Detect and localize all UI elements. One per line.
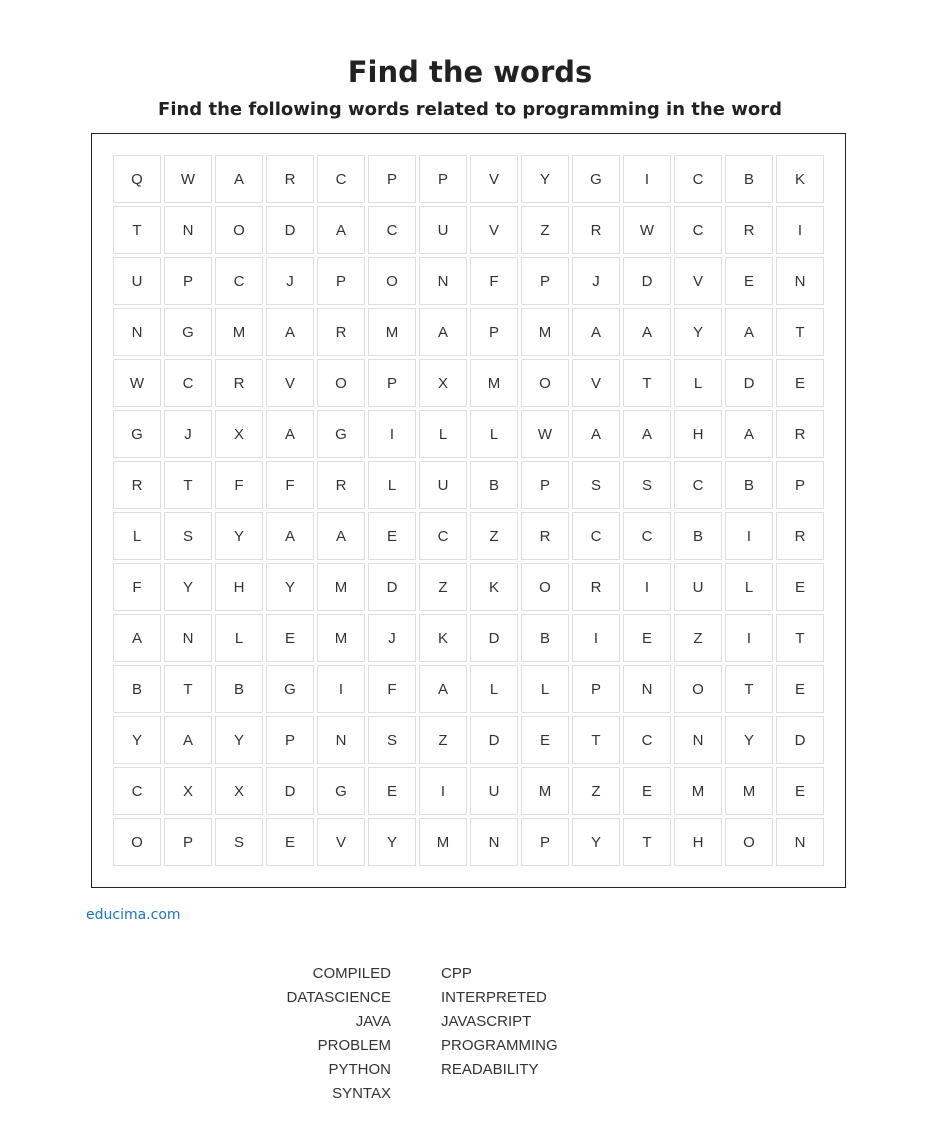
grid-cell[interactable]: A	[266, 410, 314, 458]
grid-cell[interactable]: F	[266, 461, 314, 509]
grid-cell[interactable]: E	[776, 665, 824, 713]
grid-cell[interactable]: O	[674, 665, 722, 713]
grid-cell[interactable]: I	[725, 512, 773, 560]
word-list-item: COMPILED	[312, 965, 391, 982]
grid-cell[interactable]: T	[572, 716, 620, 764]
grid-cell[interactable]: D	[725, 359, 773, 407]
grid-cell[interactable]: R	[521, 512, 569, 560]
grid-cell[interactable]: Y	[368, 818, 416, 866]
word-list-item: PROBLEM	[317, 1037, 391, 1054]
grid-cell[interactable]: F	[368, 665, 416, 713]
grid-cell[interactable]: S	[164, 512, 212, 560]
grid-cell[interactable]: A	[725, 410, 773, 458]
grid-cell[interactable]: Z	[419, 563, 467, 611]
grid-cell[interactable]: A	[623, 410, 671, 458]
grid-cell[interactable]: C	[623, 716, 671, 764]
grid-cell[interactable]: Y	[113, 716, 161, 764]
grid-cell[interactable]: B	[470, 461, 518, 509]
grid-cell[interactable]: T	[776, 308, 824, 356]
grid-cell[interactable]: T	[164, 461, 212, 509]
grid-cell[interactable]: E	[623, 614, 671, 662]
grid-cell[interactable]: P	[317, 257, 365, 305]
word-list-left	[240, 962, 391, 1106]
grid-cell[interactable]: A	[572, 308, 620, 356]
word-list-item: PYTHON	[328, 1061, 391, 1078]
grid-cell[interactable]: E	[776, 359, 824, 407]
grid-cell[interactable]: A	[164, 716, 212, 764]
grid-cell[interactable]: T	[164, 665, 212, 713]
grid-cell[interactable]: A	[725, 308, 773, 356]
page-subtitle: Find the following words related to programming in the word	[158, 99, 782, 120]
grid-cell[interactable]: B	[521, 614, 569, 662]
grid-cell[interactable]: A	[317, 206, 365, 254]
grid-cell[interactable]: L	[368, 461, 416, 509]
grid-cell[interactable]: D	[470, 716, 518, 764]
grid-cell[interactable]: N	[419, 257, 467, 305]
grid-cell[interactable]: U	[419, 461, 467, 509]
grid-cell[interactable]: V	[674, 257, 722, 305]
grid-cell[interactable]: P	[419, 155, 467, 203]
grid-cell[interactable]: J	[266, 257, 314, 305]
word-list-item: PROGRAMMING	[441, 1037, 558, 1054]
grid-cell[interactable]: L	[725, 563, 773, 611]
grid-cell[interactable]: U	[674, 563, 722, 611]
grid-cell[interactable]: Z	[470, 512, 518, 560]
word-list-item: CPP	[441, 965, 472, 982]
grid-cell[interactable]: H	[674, 410, 722, 458]
grid-cell[interactable]: P	[521, 257, 569, 305]
grid-cell[interactable]: S	[368, 716, 416, 764]
grid-cell[interactable]: N	[623, 665, 671, 713]
word-list-item: DATASCIENCE	[286, 989, 391, 1006]
grid-cell[interactable]: T	[725, 665, 773, 713]
grid-cell[interactable]: B	[725, 461, 773, 509]
grid-cell[interactable]: V	[266, 359, 314, 407]
grid-cell[interactable]: P	[368, 359, 416, 407]
grid-cell[interactable]: R	[113, 461, 161, 509]
grid-cell[interactable]: L	[419, 410, 467, 458]
puzzle-board	[91, 133, 846, 888]
grid-cell[interactable]: G	[317, 410, 365, 458]
grid-cell[interactable]: Y	[521, 155, 569, 203]
grid-cell[interactable]: V	[470, 155, 518, 203]
grid-cell[interactable]: E	[725, 257, 773, 305]
grid-cell[interactable]: T	[623, 359, 671, 407]
grid-cell[interactable]: J	[572, 257, 620, 305]
grid-cell[interactable]: D	[266, 206, 314, 254]
grid-cell[interactable]: A	[419, 665, 467, 713]
grid-cell[interactable]: R	[317, 308, 365, 356]
grid-cell[interactable]: E	[368, 512, 416, 560]
grid-cell[interactable]: H	[215, 563, 263, 611]
grid-cell[interactable]: A	[572, 410, 620, 458]
grid-cell[interactable]: G	[572, 155, 620, 203]
grid-cell[interactable]: C	[419, 512, 467, 560]
grid-cell[interactable]: N	[674, 716, 722, 764]
grid-cell[interactable]: Z	[572, 767, 620, 815]
grid-cell[interactable]: G	[317, 767, 365, 815]
grid-cell[interactable]: M	[521, 767, 569, 815]
letter-grid	[113, 155, 824, 866]
grid-cell[interactable]: R	[317, 461, 365, 509]
grid-cell[interactable]: M	[674, 767, 722, 815]
grid-cell[interactable]: O	[113, 818, 161, 866]
grid-cell[interactable]: T	[776, 614, 824, 662]
credit-link[interactable]: educima.com	[86, 907, 181, 923]
grid-cell[interactable]: U	[419, 206, 467, 254]
grid-cell[interactable]: Y	[215, 716, 263, 764]
grid-cell[interactable]: A	[113, 614, 161, 662]
grid-cell[interactable]: M	[317, 614, 365, 662]
grid-cell[interactable]: Z	[521, 206, 569, 254]
grid-cell[interactable]: Y	[215, 512, 263, 560]
grid-cell[interactable]: Z	[674, 614, 722, 662]
grid-cell[interactable]: E	[623, 767, 671, 815]
grid-cell[interactable]: E	[266, 818, 314, 866]
grid-cell[interactable]: A	[266, 512, 314, 560]
grid-cell[interactable]: M	[368, 308, 416, 356]
grid-cell[interactable]: D	[266, 767, 314, 815]
grid-cell[interactable]: O	[368, 257, 416, 305]
grid-cell[interactable]: H	[674, 818, 722, 866]
grid-cell[interactable]: I	[317, 665, 365, 713]
grid-cell[interactable]: C	[215, 257, 263, 305]
grid-cell[interactable]: S	[572, 461, 620, 509]
word-list-item: INTERPRETED	[441, 989, 547, 1006]
word-list-right	[441, 962, 641, 1082]
grid-cell[interactable]: K	[776, 155, 824, 203]
grid-cell[interactable]: A	[317, 512, 365, 560]
grid-cell[interactable]: R	[572, 563, 620, 611]
grid-cell[interactable]: C	[368, 206, 416, 254]
grid-cell[interactable]: G	[113, 410, 161, 458]
grid-cell[interactable]: W	[521, 410, 569, 458]
grid-cell[interactable]: M	[725, 767, 773, 815]
grid-cell[interactable]: I	[419, 767, 467, 815]
grid-cell[interactable]: C	[674, 461, 722, 509]
grid-cell[interactable]: V	[470, 206, 518, 254]
grid-cell[interactable]: Q	[113, 155, 161, 203]
grid-cell[interactable]: J	[164, 410, 212, 458]
grid-cell[interactable]: P	[776, 461, 824, 509]
grid-cell[interactable]: O	[521, 563, 569, 611]
grid-cell[interactable]: N	[164, 614, 212, 662]
grid-cell[interactable]: R	[776, 512, 824, 560]
page-title: Find the words	[347, 55, 593, 89]
grid-cell[interactable]: C	[674, 155, 722, 203]
grid-cell[interactable]: G	[266, 665, 314, 713]
grid-cell[interactable]: M	[215, 308, 263, 356]
grid-cell[interactable]: C	[164, 359, 212, 407]
grid-cell[interactable]: S	[623, 461, 671, 509]
grid-cell[interactable]: L	[521, 665, 569, 713]
grid-cell[interactable]: V	[317, 818, 365, 866]
grid-cell[interactable]: M	[470, 359, 518, 407]
grid-cell[interactable]: J	[368, 614, 416, 662]
grid-cell[interactable]: E	[266, 614, 314, 662]
grid-cell[interactable]: O	[521, 359, 569, 407]
grid-cell[interactable]: D	[470, 614, 518, 662]
grid-cell[interactable]: U	[113, 257, 161, 305]
grid-cell[interactable]: P	[164, 818, 212, 866]
grid-cell[interactable]: E	[776, 767, 824, 815]
grid-cell[interactable]: Y	[266, 563, 314, 611]
grid-cell[interactable]: C	[317, 155, 365, 203]
grid-cell[interactable]: B	[113, 665, 161, 713]
grid-cell[interactable]: P	[521, 461, 569, 509]
grid-cell[interactable]: R	[572, 206, 620, 254]
grid-cell[interactable]: C	[113, 767, 161, 815]
grid-cell[interactable]: E	[521, 716, 569, 764]
grid-cell[interactable]: B	[215, 665, 263, 713]
grid-cell[interactable]: F	[215, 461, 263, 509]
grid-cell[interactable]: R	[725, 206, 773, 254]
grid-cell[interactable]: M	[521, 308, 569, 356]
grid-cell[interactable]: Y	[572, 818, 620, 866]
grid-cell[interactable]: P	[572, 665, 620, 713]
grid-cell[interactable]: F	[113, 563, 161, 611]
grid-cell[interactable]: I	[368, 410, 416, 458]
word-list-item: READABILITY	[441, 1061, 539, 1078]
grid-cell[interactable]: D	[368, 563, 416, 611]
grid-cell[interactable]: L	[470, 410, 518, 458]
grid-cell[interactable]: Z	[419, 716, 467, 764]
grid-cell[interactable]: F	[470, 257, 518, 305]
word-list-item: JAVA	[355, 1013, 391, 1030]
grid-cell[interactable]: P	[521, 818, 569, 866]
grid-cell[interactable]: X	[164, 767, 212, 815]
grid-cell[interactable]: L	[113, 512, 161, 560]
grid-cell[interactable]: N	[776, 818, 824, 866]
grid-cell[interactable]: C	[572, 512, 620, 560]
grid-cell[interactable]: E	[776, 563, 824, 611]
grid-cell[interactable]: P	[164, 257, 212, 305]
grid-cell[interactable]: A	[215, 155, 263, 203]
grid-cell[interactable]: D	[623, 257, 671, 305]
grid-cell[interactable]: Y	[674, 308, 722, 356]
grid-cell[interactable]: W	[164, 155, 212, 203]
grid-cell[interactable]: N	[113, 308, 161, 356]
grid-cell[interactable]: X	[215, 410, 263, 458]
grid-cell[interactable]: I	[623, 155, 671, 203]
grid-cell[interactable]: O	[215, 206, 263, 254]
word-list-item: JAVASCRIPT	[441, 1013, 532, 1030]
grid-cell[interactable]: S	[215, 818, 263, 866]
grid-cell[interactable]: M	[317, 563, 365, 611]
grid-cell[interactable]: O	[317, 359, 365, 407]
grid-cell[interactable]: X	[419, 359, 467, 407]
grid-cell[interactable]: N	[776, 257, 824, 305]
grid-cell[interactable]: A	[266, 308, 314, 356]
grid-cell[interactable]: O	[725, 818, 773, 866]
grid-cell[interactable]: T	[623, 818, 671, 866]
grid-cell[interactable]: A	[419, 308, 467, 356]
grid-cell[interactable]: X	[215, 767, 263, 815]
grid-cell[interactable]: K	[419, 614, 467, 662]
grid-cell[interactable]: U	[470, 767, 518, 815]
word-list-item: SYNTAX	[332, 1085, 391, 1102]
grid-cell[interactable]: C	[623, 512, 671, 560]
grid-cell[interactable]: L	[470, 665, 518, 713]
grid-cell[interactable]: R	[776, 410, 824, 458]
grid-cell[interactable]: M	[419, 818, 467, 866]
grid-cell[interactable]: E	[368, 767, 416, 815]
grid-cell[interactable]: W	[113, 359, 161, 407]
grid-cell[interactable]: P	[266, 716, 314, 764]
grid-cell[interactable]: I	[623, 563, 671, 611]
grid-cell[interactable]: Y	[164, 563, 212, 611]
grid-cell[interactable]: N	[470, 818, 518, 866]
grid-cell[interactable]: W	[623, 206, 671, 254]
grid-cell[interactable]: N	[317, 716, 365, 764]
grid-cell[interactable]: I	[572, 614, 620, 662]
grid-cell[interactable]: I	[776, 206, 824, 254]
grid-cell[interactable]: V	[572, 359, 620, 407]
grid-cell[interactable]: R	[215, 359, 263, 407]
grid-cell[interactable]: L	[674, 359, 722, 407]
grid-cell[interactable]: K	[470, 563, 518, 611]
grid-cell[interactable]: A	[623, 308, 671, 356]
grid-cell[interactable]: N	[164, 206, 212, 254]
grid-cell[interactable]: G	[164, 308, 212, 356]
grid-cell[interactable]: P	[470, 308, 518, 356]
grid-cell[interactable]: B	[725, 155, 773, 203]
grid-cell[interactable]: Y	[725, 716, 773, 764]
grid-cell[interactable]: B	[674, 512, 722, 560]
grid-cell[interactable]: I	[725, 614, 773, 662]
grid-cell[interactable]: R	[266, 155, 314, 203]
grid-cell[interactable]: T	[113, 206, 161, 254]
grid-cell[interactable]: C	[674, 206, 722, 254]
grid-cell[interactable]: D	[776, 716, 824, 764]
grid-cell[interactable]: L	[215, 614, 263, 662]
grid-cell[interactable]: P	[368, 155, 416, 203]
